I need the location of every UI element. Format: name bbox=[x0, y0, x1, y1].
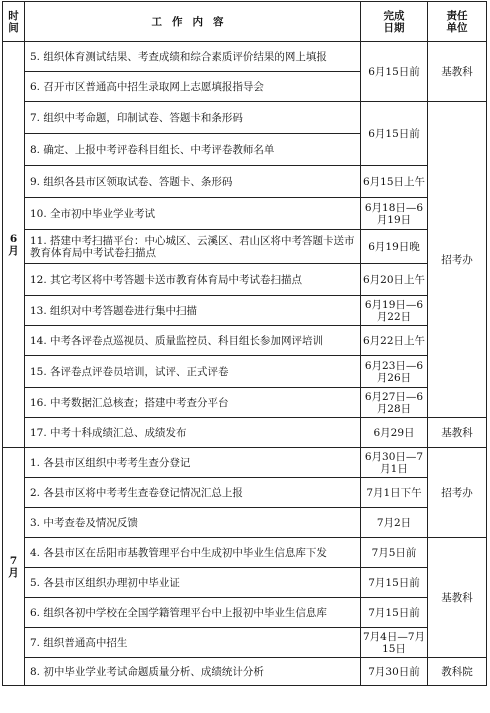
date-cell: 6月27日—6月28日 bbox=[361, 388, 428, 418]
header-month: 时 间 bbox=[3, 2, 25, 42]
task-cell: 10. 全市初中毕业学业考试 bbox=[25, 198, 361, 230]
table-row bbox=[3, 42, 487, 72]
header-unit: 责任 单位 bbox=[428, 2, 487, 42]
table-row bbox=[3, 198, 487, 230]
date-cell: 6月30日—7月1日 bbox=[361, 448, 428, 478]
table-row bbox=[3, 326, 487, 356]
date-cell: 6月15日前 bbox=[361, 102, 428, 166]
table-row bbox=[3, 418, 487, 448]
date-cell: 6月15日前 bbox=[361, 42, 428, 102]
task-cell: 9. 组织各县市区领取试卷、答题卡、条形码 bbox=[25, 166, 361, 198]
date-cell: 7月2日 bbox=[361, 508, 428, 538]
task-cell: 14. 中考各评卷点巡视员、质量监控员、科目组长参加网评培训 bbox=[25, 326, 361, 356]
date-cell: 6月15日上午 bbox=[361, 166, 428, 198]
table-row bbox=[3, 628, 487, 658]
task-cell: 11. 搭建中考扫描平台：中心城区、云溪区、君山区将中考答题卡送市教育体育局中考试卷扫描点 bbox=[25, 230, 361, 264]
date-cell: 7月1日下午 bbox=[361, 478, 428, 508]
task-cell: 5. 组织体育测试结果、考查成绩和综合素质评价结果的网上填报 bbox=[25, 42, 361, 72]
unit-cell: 教科院 bbox=[428, 658, 487, 686]
schedule-table bbox=[2, 1, 487, 686]
unit-cell: 招考办 bbox=[428, 102, 487, 418]
table-row bbox=[3, 102, 487, 134]
task-cell: 7. 组织中考命题，印制试卷、答题卡和条形码 bbox=[25, 102, 361, 134]
task-cell: 1. 各县市区组织中考考生查分登记 bbox=[25, 448, 361, 478]
table-row bbox=[3, 356, 487, 388]
task-cell: 2. 各县市区将中考考生查卷登记情况汇总上报 bbox=[25, 478, 361, 508]
task-cell: 4. 各县市区在岳阳市基教管理平台中生成初中毕业生信息库下发 bbox=[25, 538, 361, 568]
task-cell: 15. 各评卷点评卷员培训，试评、正式评卷 bbox=[25, 356, 361, 388]
task-cell: 7. 组织普通高中招生 bbox=[25, 628, 361, 658]
table-row bbox=[3, 658, 487, 686]
unit-cell: 基教科 bbox=[428, 538, 487, 658]
month-june: 6 月 bbox=[3, 42, 25, 448]
task-cell: 16. 中考数据汇总核查；搭建中考查分平台 bbox=[25, 388, 361, 418]
date-cell: 7月4日—7月15日 bbox=[361, 628, 428, 658]
task-cell: 6. 召开市区普通高中招生录取网上志愿填报指导会 bbox=[25, 72, 361, 102]
header-date: 完成 日期 bbox=[361, 2, 428, 42]
date-cell: 6月19日—6月22日 bbox=[361, 296, 428, 326]
task-cell: 5. 各县市区组织办理初中毕业证 bbox=[25, 568, 361, 598]
date-cell: 6月22日上午 bbox=[361, 326, 428, 356]
table-row bbox=[3, 448, 487, 478]
table-row bbox=[3, 230, 487, 264]
table-row bbox=[3, 598, 487, 628]
date-cell: 7月30日前 bbox=[361, 658, 428, 686]
table-row bbox=[3, 508, 487, 538]
table-row bbox=[3, 166, 487, 198]
task-cell: 17. 中考十科成绩汇总、成绩发布 bbox=[25, 418, 361, 448]
task-cell: 13. 组织对中考答题卷进行集中扫描 bbox=[25, 296, 361, 326]
date-cell: 7月5日前 bbox=[361, 538, 428, 568]
task-cell: 8. 初中毕业学业考试命题质量分析、成绩统计分析 bbox=[25, 658, 361, 686]
unit-cell: 基教科 bbox=[428, 418, 487, 448]
table-row bbox=[3, 264, 487, 296]
task-cell: 8. 确定、上报中考评卷科目组长、中考评卷教师名单 bbox=[25, 134, 361, 166]
table-row bbox=[3, 538, 487, 568]
month-july: 7 月 bbox=[3, 448, 25, 686]
date-cell: 6月19日晚 bbox=[361, 230, 428, 264]
task-cell: 6. 组织各初中学校在全国学籍管理平台中上报初中毕业生信息库 bbox=[25, 598, 361, 628]
date-cell: 7月15日前 bbox=[361, 568, 428, 598]
table-row bbox=[3, 568, 487, 598]
date-cell: 6月29日 bbox=[361, 418, 428, 448]
task-cell: 3. 中考查卷及情况反馈 bbox=[25, 508, 361, 538]
header-row bbox=[3, 2, 487, 42]
date-cell: 6月18日—6月19日 bbox=[361, 198, 428, 230]
table-row bbox=[3, 296, 487, 326]
table-row bbox=[3, 478, 487, 508]
date-cell: 6月23日—6月26日 bbox=[361, 356, 428, 388]
unit-cell: 基教科 bbox=[428, 42, 487, 102]
table-row bbox=[3, 388, 487, 418]
header-content: 工作内容 bbox=[25, 2, 361, 42]
unit-cell: 招考办 bbox=[428, 448, 487, 538]
date-cell: 6月20日上午 bbox=[361, 264, 428, 296]
task-cell: 12. 其它考区将中考答题卡送市教育体育局中考试卷扫描点 bbox=[25, 264, 361, 296]
date-cell: 7月15日前 bbox=[361, 598, 428, 628]
